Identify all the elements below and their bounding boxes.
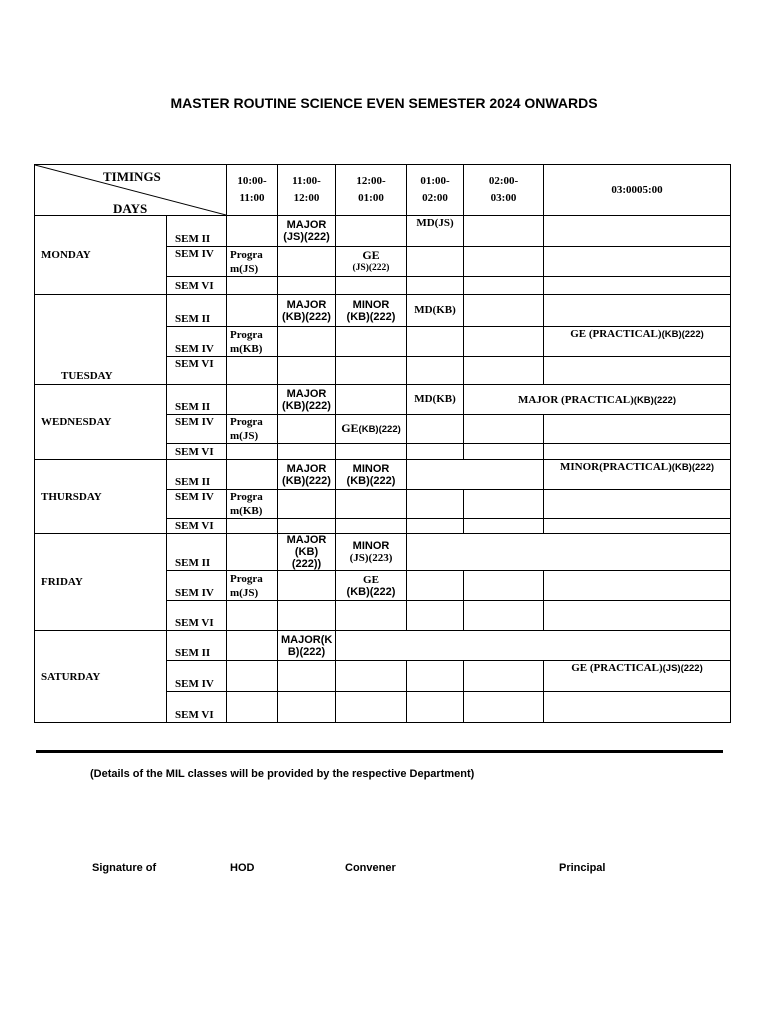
wednesday-md: MD(KB) <box>407 385 464 415</box>
wednesday-practical: MAJOR (PRACTICAL)(KB)(222) <box>464 385 731 415</box>
friday-minor: MINOR (JS)(223) <box>336 534 407 571</box>
wednesday-major: MAJOR (KB)(222) <box>278 385 336 415</box>
sem-label: SEM II <box>167 216 227 247</box>
convener-label: Convener <box>345 862 396 874</box>
sem-label: SEM II <box>167 460 227 490</box>
slot-2: 11:00- 12:00 <box>278 165 336 216</box>
day-wednesday: WEDNESDAY <box>35 385 167 460</box>
tuesday-program: Progra m(KB) <box>227 327 278 357</box>
sem-label: SEM VI <box>167 357 227 385</box>
mil-note: (Details of the MIL classes will be provided by the respective Department) <box>90 768 475 780</box>
wednesday-ge: GE(KB)(222) <box>336 415 407 444</box>
friday-ge: GE (KB)(222) <box>336 571 407 601</box>
saturday-major: MAJOR(K B)(222) <box>278 631 336 661</box>
tuesday-sem2-row <box>35 295 731 327</box>
day-tuesday: TUESDAY <box>35 295 167 385</box>
sem-label: SEM VI <box>167 444 227 460</box>
monday-program: Progra m(JS) <box>227 247 278 277</box>
day-monday: MONDAY <box>35 216 167 295</box>
sem-label: SEM VI <box>167 601 227 631</box>
sem-label: SEM IV <box>167 327 227 357</box>
timings-label: TIMINGS <box>103 169 161 184</box>
sem-label: SEM II <box>167 385 227 415</box>
slot-4: 01:00- 02:00 <box>407 165 464 216</box>
friday-sem2-row <box>35 534 731 571</box>
header-row <box>35 165 731 216</box>
day-friday: FRIDAY <box>35 534 167 631</box>
monday-md: MD(JS) <box>407 216 464 247</box>
day-thursday: THURSDAY <box>35 460 167 534</box>
sem-label: SEM IV <box>167 415 227 444</box>
routine-table <box>34 164 731 723</box>
tuesday-minor: MINOR (KB)(222) <box>336 295 407 327</box>
hod-label: HOD <box>230 862 255 874</box>
thursday-program: Progra m(KB) <box>227 490 278 519</box>
slot-1: 10:00- 11:00 <box>227 165 278 216</box>
signature-of-label: Signature of <box>92 862 157 874</box>
sem-label: SEM IV <box>167 490 227 519</box>
header-corner <box>35 165 227 216</box>
monday-ge: GE (JS)(222) <box>336 247 407 277</box>
friday-major: MAJOR (KB)(222)) <box>278 534 336 571</box>
sem-label: SEM VI <box>167 692 227 723</box>
thursday-major: MAJOR (KB)(222) <box>278 460 336 490</box>
slot-3: 12:00- 01:00 <box>336 165 407 216</box>
principal-label: Principal <box>559 862 606 874</box>
saturday-sem2-row <box>35 631 731 661</box>
wednesday-program: Progra m(JS) <box>227 415 278 444</box>
days-label: DAYS <box>113 201 148 216</box>
sem-label: SEM II <box>167 534 227 571</box>
sem-label: SEM IV <box>167 247 227 277</box>
sem-label: SEM II <box>167 631 227 661</box>
page-title: MASTER ROUTINE SCIENCE EVEN SEMESTER 2024 ONWARDS <box>170 95 598 111</box>
day-saturday: SATURDAY <box>35 631 167 723</box>
thursday-sem2-row <box>35 460 731 490</box>
sem-label: SEM IV <box>167 661 227 692</box>
sem-label: SEM VI <box>167 519 227 534</box>
sem-label: SEM II <box>167 295 227 327</box>
sem-label: SEM IV <box>167 571 227 601</box>
tuesday-md: MD(KB) <box>407 295 464 327</box>
tuesday-major: MAJOR (KB)(222) <box>278 295 336 327</box>
monday-major: MAJOR (JS)(222) <box>278 216 336 247</box>
slot-6: 03:0005:00 <box>544 165 731 216</box>
slot-5: 02:00- 03:00 <box>464 165 544 216</box>
friday-program: Progra m(JS) <box>227 571 278 601</box>
saturday-practical: GE (PRACTICAL)(JS)(222) <box>544 661 731 692</box>
thursday-minor: MINOR (KB)(222) <box>336 460 407 490</box>
sem-label: SEM VI <box>167 277 227 295</box>
wednesday-sem2-row <box>35 385 731 415</box>
separator-line <box>36 750 723 753</box>
thursday-practical: MINOR(PRACTICAL)(KB)(222) <box>544 460 731 490</box>
tuesday-practical: GE (PRACTICAL)(KB)(222) <box>544 327 731 357</box>
monday-sem2-row <box>35 216 731 247</box>
